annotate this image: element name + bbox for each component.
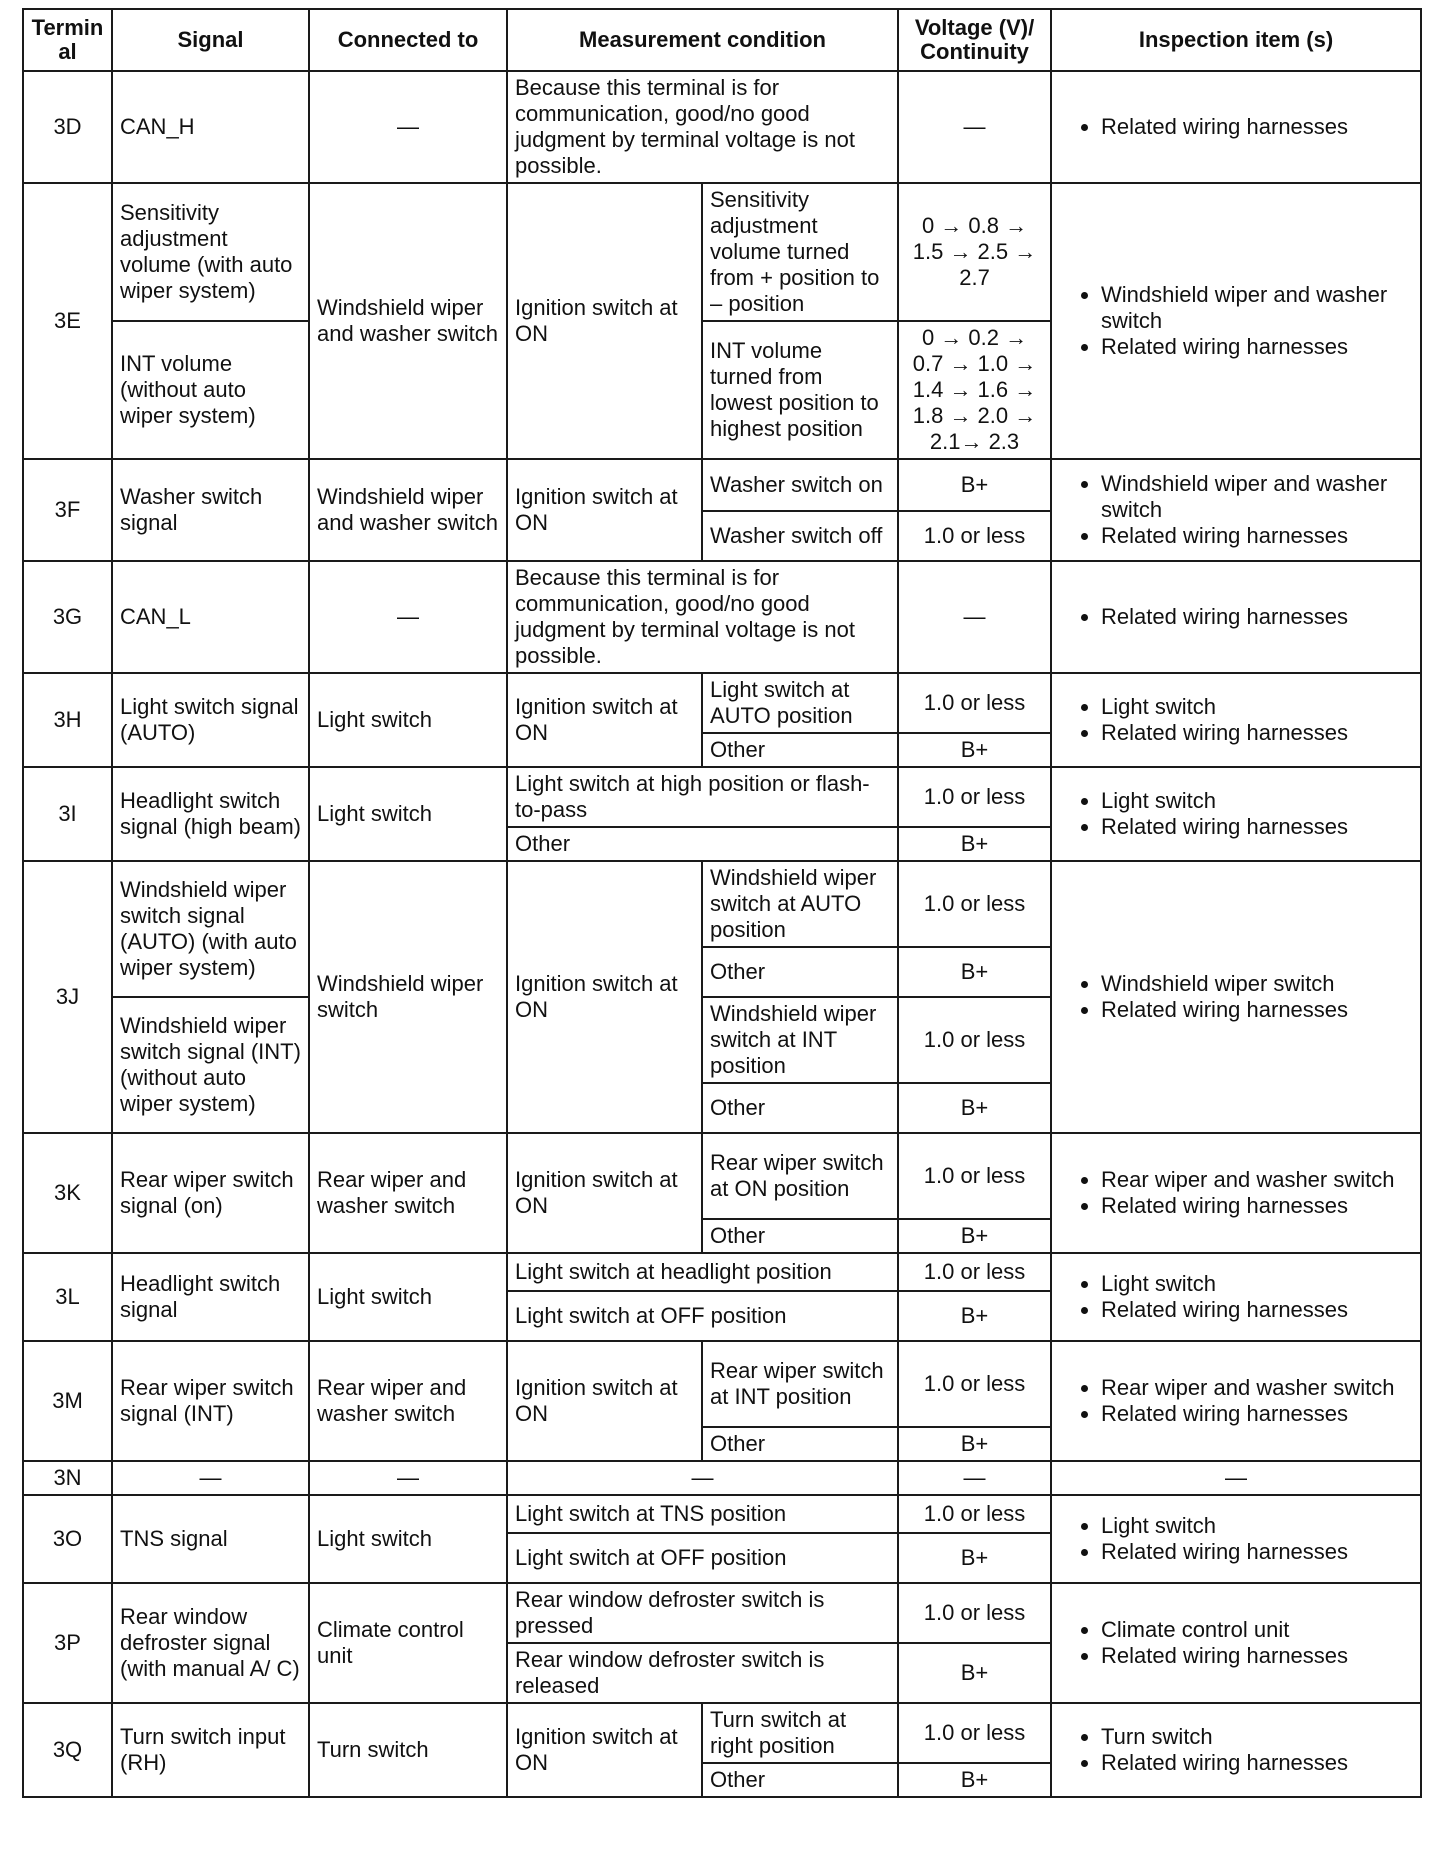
terminal-cell: 3N [23, 1461, 112, 1495]
subcondition-cell: Sensitivity adjustment volume turned from + position to – position [702, 183, 898, 321]
value-cell: B+ [898, 1533, 1051, 1583]
condition-cell: Light switch at OFF position [507, 1533, 898, 1583]
value-cell: B+ [898, 947, 1051, 997]
inspection-item: • Turn switch [1101, 1724, 1413, 1750]
value-cell: B+ [898, 459, 1051, 511]
condition-cell: Ignition switch at ON [507, 1341, 702, 1461]
value-cell: 1.0 or less [898, 1583, 1051, 1643]
condition-cell: Because this terminal is for communication, good/no good judgment by terminal voltage is not possible. [507, 561, 898, 673]
signal-cell: — [112, 1461, 309, 1495]
subcondition-cell: INT volume turned from lowest position to highest position [702, 321, 898, 459]
inspection-list [1059, 1617, 1413, 1669]
connected-cell: Windshield wiper and washer switch [309, 459, 507, 561]
inspection-list [1059, 604, 1413, 630]
inspection-item: • Related wiring harnesses [1101, 604, 1413, 630]
terminal-cell: 3E [23, 183, 112, 459]
inspection-list [1059, 1724, 1413, 1776]
connected-cell: Windshield wiper and washer switch [309, 183, 507, 459]
subcondition-cell: Other [702, 1083, 898, 1133]
value-cell: B+ [898, 1763, 1051, 1797]
inspection-cell [1051, 1495, 1421, 1583]
signal-cell: Rear wiper switch signal (on) [112, 1133, 309, 1253]
value-cell: — [898, 71, 1051, 183]
terminal-cell: 3J [23, 861, 112, 1133]
subcondition-cell: Windshield wiper switch at AUTO position [702, 861, 898, 947]
inspection-item: • Light switch [1101, 694, 1413, 720]
signal-cell: Headlight switch signal (high beam) [112, 767, 309, 861]
inspection-cell [1051, 767, 1421, 861]
signal-cell: Windshield wiper switch signal (INT) (without auto wiper system) [112, 997, 309, 1133]
connected-cell: Windshield wiper switch [309, 861, 507, 1133]
table-row [23, 71, 1421, 183]
signal-cell: INT volume (without auto wiper system) [112, 321, 309, 459]
value-cell: 0 → 0.2 → 0.7 → 1.0 → 1.4 → 1.6 → 1.8 → 2.0 → 2.1→ 2.3 [898, 321, 1051, 459]
value-cell: 1.0 or less [898, 511, 1051, 561]
value-cell: B+ [898, 1643, 1051, 1703]
inspection-cell [1051, 861, 1421, 1133]
table-row [23, 183, 1421, 321]
inspection-cell [1051, 1703, 1421, 1797]
inspection-item: • Related wiring harnesses [1101, 334, 1413, 360]
subcondition-cell: Washer switch on [702, 459, 898, 511]
inspection-cell [1051, 459, 1421, 561]
table-row [23, 1703, 1421, 1763]
table-row [23, 1461, 1421, 1495]
signal-cell: Light switch signal (AUTO) [112, 673, 309, 767]
inspection-cell [1051, 561, 1421, 673]
connected-cell: Climate control unit [309, 1583, 507, 1703]
condition-cell: Rear window defroster switch is pressed [507, 1583, 898, 1643]
inspection-list [1059, 788, 1413, 840]
terminal-table [22, 8, 1422, 1798]
connected-cell: — [309, 561, 507, 673]
inspection-list [1059, 971, 1413, 1023]
inspection-item: • Related wiring harnesses [1101, 814, 1413, 840]
connected-cell: Rear wiper and washer switch [309, 1341, 507, 1461]
value-cell: B+ [898, 1291, 1051, 1341]
inspection-item: • Related wiring harnesses [1101, 1539, 1413, 1565]
header-row [23, 9, 1421, 71]
subcondition-cell: Rear wiper switch at ON position [702, 1133, 898, 1219]
value-cell: 1.0 or less [898, 673, 1051, 733]
value-cell: 1.0 or less [898, 1253, 1051, 1291]
inspection-item: • Windshield wiper and washer switch [1101, 282, 1413, 334]
subcondition-cell: Rear wiper switch at INT position [702, 1341, 898, 1427]
signal-cell: Rear wiper switch signal (INT) [112, 1341, 309, 1461]
value-cell: — [898, 561, 1051, 673]
subcondition-cell: Other [702, 1763, 898, 1797]
inspection-cell [1051, 1341, 1421, 1461]
inspection-list [1059, 114, 1413, 140]
value-cell: 1.0 or less [898, 767, 1051, 827]
terminal-cell: 3G [23, 561, 112, 673]
table-row [23, 459, 1421, 511]
inspection-item: • Light switch [1101, 1513, 1413, 1539]
table-row [23, 1341, 1421, 1427]
inspection-cell: — [1051, 1461, 1421, 1495]
inspection-cell [1051, 1583, 1421, 1703]
terminal-cell: 3H [23, 673, 112, 767]
subcondition-cell: Light switch at AUTO position [702, 673, 898, 733]
signal-cell: TNS signal [112, 1495, 309, 1583]
condition-cell: Light switch at OFF position [507, 1291, 898, 1341]
subcondition-cell: Other [702, 1219, 898, 1253]
connected-cell: Turn switch [309, 1703, 507, 1797]
value-cell: 1.0 or less [898, 1341, 1051, 1427]
inspection-item: • Related wiring harnesses [1101, 997, 1413, 1023]
table-row [23, 861, 1421, 947]
value-cell: 1.0 or less [898, 1495, 1051, 1533]
value-cell: — [898, 1461, 1051, 1495]
inspection-list [1059, 282, 1413, 360]
terminal-cell: 3L [23, 1253, 112, 1341]
inspection-item: • Light switch [1101, 1271, 1413, 1297]
subcondition-cell: Washer switch off [702, 511, 898, 561]
terminal-cell: 3F [23, 459, 112, 561]
terminal-cell: 3O [23, 1495, 112, 1583]
inspection-item: • Windshield wiper and washer switch [1101, 471, 1413, 523]
connected-cell: — [309, 71, 507, 183]
condition-cell: Light switch at high position or flash-to-pass [507, 767, 898, 827]
header-terminal: Termin al [23, 9, 112, 71]
table-row [23, 1583, 1421, 1643]
terminal-inspection-document [22, 8, 1420, 1798]
subcondition-cell: Other [702, 947, 898, 997]
value-cell: 1.0 or less [898, 997, 1051, 1083]
inspection-list [1059, 1167, 1413, 1219]
inspection-item: • Light switch [1101, 788, 1413, 814]
subcondition-cell: Windshield wiper switch at INT position [702, 997, 898, 1083]
table-row [23, 673, 1421, 733]
signal-cell: Rear window defroster signal (with manual A/ C) [112, 1583, 309, 1703]
inspection-item: • Related wiring harnesses [1101, 114, 1413, 140]
terminal-cell: 3D [23, 71, 112, 183]
subcondition-cell: Turn switch at right position [702, 1703, 898, 1763]
signal-cell: Turn switch input (RH) [112, 1703, 309, 1797]
inspection-cell [1051, 1253, 1421, 1341]
condition-cell: Because this terminal is for communication, good/no good judgment by terminal voltage is not possible. [507, 71, 898, 183]
inspection-item: • Related wiring harnesses [1101, 523, 1413, 549]
connected-cell: Rear wiper and washer switch [309, 1133, 507, 1253]
inspection-item: • Windshield wiper switch [1101, 971, 1413, 997]
condition-cell: Ignition switch at ON [507, 183, 702, 459]
signal-cell: Windshield wiper switch signal (AUTO) (with auto wiper system) [112, 861, 309, 997]
header-measurement: Measurement condition [507, 9, 898, 71]
terminal-cell: 3I [23, 767, 112, 861]
condition-cell: Ignition switch at ON [507, 861, 702, 1133]
inspection-list [1059, 1513, 1413, 1565]
inspection-item: • Related wiring harnesses [1101, 720, 1413, 746]
inspection-item: • Related wiring harnesses [1101, 1750, 1413, 1776]
terminal-cell: 3P [23, 1583, 112, 1703]
signal-cell: CAN_H [112, 71, 309, 183]
connected-cell: — [309, 1461, 507, 1495]
inspection-item: • Related wiring harnesses [1101, 1401, 1413, 1427]
inspection-cell [1051, 673, 1421, 767]
inspection-item: • Related wiring harnesses [1101, 1297, 1413, 1323]
table-row [23, 767, 1421, 827]
condition-cell: Rear window defroster switch is released [507, 1643, 898, 1703]
header-signal: Signal [112, 9, 309, 71]
subcondition-cell: Other [702, 733, 898, 767]
value-cell: B+ [898, 1427, 1051, 1461]
condition-cell: Ignition switch at ON [507, 673, 702, 767]
inspection-item: • Related wiring harnesses [1101, 1193, 1413, 1219]
table-row [23, 1133, 1421, 1219]
signal-cell: Headlight switch signal [112, 1253, 309, 1341]
header-inspection: Inspection item (s) [1051, 9, 1421, 71]
inspection-cell [1051, 1133, 1421, 1253]
value-cell: 0 → 0.8 → 1.5 → 2.5 → 2.7 [898, 183, 1051, 321]
signal-cell: Washer switch signal [112, 459, 309, 561]
inspection-list [1059, 1271, 1413, 1323]
value-cell: B+ [898, 733, 1051, 767]
inspection-item: • Climate control unit [1101, 1617, 1413, 1643]
signal-cell: CAN_L [112, 561, 309, 673]
signal-cell: Sensitivity adjustment volume (with auto wiper system) [112, 183, 309, 321]
value-cell: B+ [898, 1083, 1051, 1133]
inspection-cell [1051, 71, 1421, 183]
value-cell: 1.0 or less [898, 1703, 1051, 1763]
table-row [23, 561, 1421, 673]
header-voltage: Voltage (V)/ Continuity [898, 9, 1051, 71]
condition-cell: Ignition switch at ON [507, 1703, 702, 1797]
value-cell: 1.0 or less [898, 1133, 1051, 1219]
value-cell: B+ [898, 1219, 1051, 1253]
header-connected: Connected to [309, 9, 507, 71]
table-row [23, 1253, 1421, 1291]
condition-cell: Other [507, 827, 898, 861]
value-cell: 1.0 or less [898, 861, 1051, 947]
inspection-list [1059, 694, 1413, 746]
inspection-item: • Rear wiper and washer switch [1101, 1375, 1413, 1401]
inspection-list [1059, 1375, 1413, 1427]
terminal-cell: 3Q [23, 1703, 112, 1797]
terminal-cell: 3K [23, 1133, 112, 1253]
condition-cell: Light switch at headlight position [507, 1253, 898, 1291]
condition-cell: — [507, 1461, 898, 1495]
condition-cell: Light switch at TNS position [507, 1495, 898, 1533]
subcondition-cell: Other [702, 1427, 898, 1461]
value-cell: B+ [898, 827, 1051, 861]
inspection-item: • Related wiring harnesses [1101, 1643, 1413, 1669]
inspection-list [1059, 471, 1413, 549]
connected-cell: Light switch [309, 1253, 507, 1341]
table-row [23, 1495, 1421, 1533]
inspection-cell [1051, 183, 1421, 459]
inspection-item: • Rear wiper and washer switch [1101, 1167, 1413, 1193]
connected-cell: Light switch [309, 673, 507, 767]
condition-cell: Ignition switch at ON [507, 1133, 702, 1253]
connected-cell: Light switch [309, 1495, 507, 1583]
connected-cell: Light switch [309, 767, 507, 861]
condition-cell: Ignition switch at ON [507, 459, 702, 561]
terminal-cell: 3M [23, 1341, 112, 1461]
